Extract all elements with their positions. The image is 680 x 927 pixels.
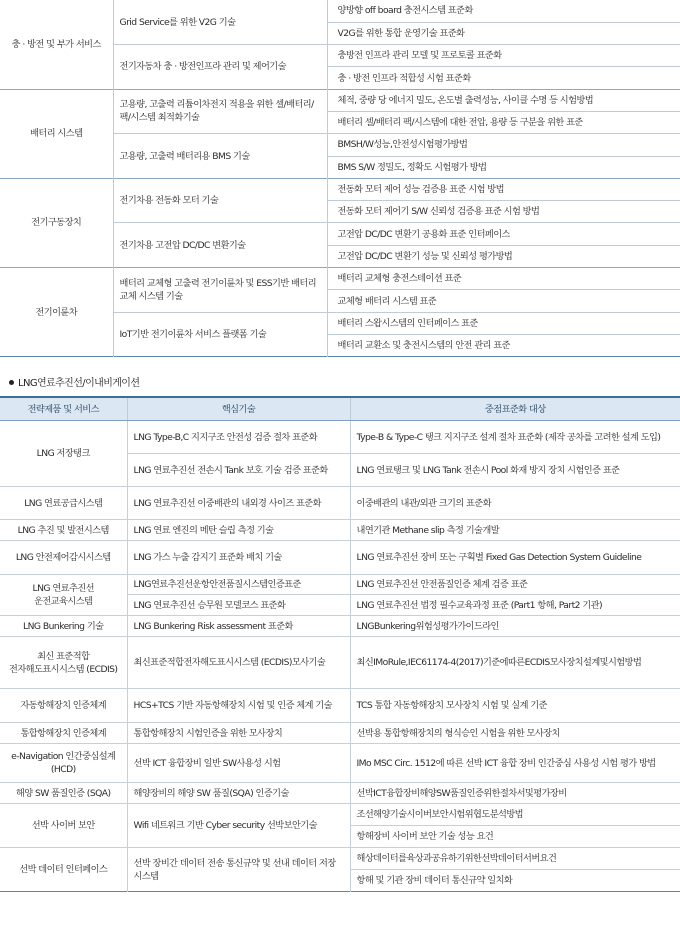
core-tech-cell: 선박 장비간 데이터 전송 통신규약 및 선내 데이터 저장 시스템 bbox=[127, 848, 350, 892]
standard-target-cell: 해상데이터를육상과공유하기위한선박데이터서버요건 bbox=[350, 848, 680, 870]
core-tech-cell: 배터리 교체형 고출력 전기이륜차 및 ESS기반 배터리 교체 시스템 기술 bbox=[113, 268, 327, 313]
standard-target-cell: 전동화 모터 제어기 S/W 신뢰성 검증용 표준 시험 방법 bbox=[327, 201, 680, 223]
standard-target-cell: Type-B & Type-C 탱크 지지구조 설계 절차 표준화 (제작 공차를 고려한 설계 도입) bbox=[356, 431, 661, 443]
core-tech-cell: Grid Service를 위한 V2G 기술 bbox=[113, 0, 327, 45]
core-tech-cell: 해양장비의 해양 SW 품질(SQA) 인증기술 bbox=[127, 783, 350, 804]
standard-target-cell: BMS S/W 정밀도, 정확도 시험평가 방법 bbox=[327, 156, 680, 178]
table-row bbox=[0, 723, 680, 744]
category-cell: 통합항해장치 인증체계 bbox=[0, 723, 127, 744]
core-tech-cell: LNG Type-B,C 지지구조 안전성 검증 절차 표준화 bbox=[127, 421, 350, 454]
core-tech-cell: 통합항해장치 시험인증을 위한 모사장치 bbox=[127, 723, 350, 744]
standard-target-cell: 이중배관의 내관/외관 크기의 표준화 bbox=[350, 487, 680, 520]
core-tech-cell: HCS+TCS 기반 자동항해장치 시험 및 인증 체계 기술 bbox=[127, 689, 350, 723]
standard-target-cell: LNG 연료추진선 법정 필수교육과정 표준 (Part1 항해, Part2 기관) bbox=[350, 595, 680, 616]
table-row bbox=[0, 689, 680, 723]
table-row bbox=[0, 178, 680, 200]
core-tech-cell: 고용량, 고출력 리튬이차전지 적용을 위한 셀/배터리/팩/시스템 최적화기술 bbox=[113, 89, 327, 134]
standard-target-cell: 배터리 교환소 및 충전시스템의 안전 관리 표준 bbox=[327, 334, 680, 356]
core-tech-cell: IoT기반 전기이륜차 서비스 플랫폼 기술 bbox=[113, 312, 327, 357]
table-row bbox=[0, 89, 680, 111]
core-tech-cell: 최신표준적합전자해도표시시스템 (ECDIS)모사기술 bbox=[127, 637, 350, 689]
table-row bbox=[0, 848, 680, 870]
category-cell: 전기구동장치 bbox=[0, 178, 113, 267]
category-cell: e-Navigation 인간중심설계(HCD) bbox=[0, 744, 127, 783]
core-tech-cell: 전기차용 전동화 모터 기술 bbox=[113, 178, 327, 223]
standard-target-cell: 항해 및 기관 장비 데이터 통신규약 일치화 bbox=[350, 870, 680, 892]
table-row bbox=[0, 520, 680, 541]
category-cell: LNG 연료추진선 운전교육시스템 bbox=[0, 575, 127, 616]
standard-target-cell: 선박용 통합항해장치의 형식승인 시험을 위한 모사장치 bbox=[350, 723, 680, 744]
table-row bbox=[0, 575, 680, 595]
standard-target-cell: TCS 통합 자동항해장치 모사장치 시험 및 실계 기준 bbox=[350, 689, 680, 723]
table-row bbox=[0, 421, 680, 454]
category-cell: LNG Bunkering 기술 bbox=[0, 616, 127, 637]
standard-target-cell: LNGBunkering위험성평가가이드라인 bbox=[350, 616, 680, 637]
category-cell: 선박 사이버 보안 bbox=[0, 804, 127, 848]
standard-target-cell: 고전압 DC/DC 변환기 성능 및 신뢰성 평가방법 bbox=[327, 245, 680, 267]
table-row bbox=[0, 637, 680, 689]
standard-target-cell: LNG 연료추진선 안전품질인증 체계 검증 표준 bbox=[350, 575, 680, 595]
core-tech-cell: LNG 가스 누출 감지기 표준화 배치 기술 bbox=[127, 541, 350, 575]
core-tech-cell: LNG Bunkering Risk assessment 표준화 bbox=[127, 616, 350, 637]
standard-target-cell: 항해장비 사이버 보안 기술 성능 요건 bbox=[350, 826, 680, 848]
core-tech-cell: 선박 ICT 융합장비 일반 SW사용성 시험 bbox=[127, 744, 350, 783]
standard-target-cell: 선박ICT융합장비해양SW품질인증위한절차서및평가장비 bbox=[350, 783, 680, 804]
standard-target-cell: 조선해양기술시이버보안시험위협도분석방법 bbox=[350, 804, 680, 826]
core-tech-cell: LNG 연료추진선 이중배관의 내외경 사이즈 표준화 bbox=[127, 487, 350, 520]
category-cell: 배터리 시스템 bbox=[0, 89, 113, 178]
standard-target-cell: 배터리 교체형 충전스테이션 표준 bbox=[327, 268, 680, 290]
column-header: 중점표준화 대상 bbox=[350, 397, 680, 421]
standard-target-cell: V2G를 위한 통합 운영기술 표준화 bbox=[327, 22, 680, 44]
standard-target-cell: 충 · 방전 인프라 적합성 시험 표준화 bbox=[327, 67, 680, 89]
category-cell: LNG 저장탱크 bbox=[0, 421, 127, 487]
core-tech-cell: LNG 연료추진선 전손시 Tank 보호 기술 검증 표준화 bbox=[127, 454, 350, 487]
table-row bbox=[0, 487, 680, 520]
section-title-text: LNG연료추진선/이내비게이션 bbox=[18, 378, 140, 389]
core-tech-cell: LNG연료추진선운항안전품질시스템인증표준 bbox=[127, 575, 350, 595]
standard-target-cell: 교체형 배터리 시스템 표준 bbox=[327, 290, 680, 312]
standard-target-cell: 최신IMoRule,IEC61174-4(2017)기준에따른ECDIS모사장치설계및시험방법 bbox=[350, 637, 680, 689]
standard-target-cell: 배터리 셀/배터리 팩/시스템에 대한 전압, 용량 등 구분을 위한 표준 bbox=[327, 111, 680, 133]
lng-standards-table bbox=[0, 396, 680, 892]
standard-target-cell: BMSH/W성능,안전성시험평가방법 bbox=[327, 134, 680, 156]
bullet-icon bbox=[9, 380, 14, 385]
standard-target-cell: 고전압 DC/DC 변환기 공용화 표준 인터페이스 bbox=[327, 223, 680, 245]
table-row bbox=[0, 541, 680, 575]
standard-target-cell: 양방향 off board 충전시스템 표준화 bbox=[337, 5, 473, 17]
standard-target-cell: IMo MSC Circ. 1512에 따른 선박 ICT 융합 장비 인간중심 사용성 시험 평가 방법 bbox=[350, 744, 680, 783]
category-cell: LNG 연료공급시스템 bbox=[0, 487, 127, 520]
column-header: 전략제품 및 서비스 bbox=[0, 397, 127, 421]
category-cell: 충 · 방전 및 부가 서비스 bbox=[0, 0, 113, 89]
standard-target-cell: 체적, 중량 당 에너지 밀도, 온도별 출력성능, 사이클 수명 등 시험방법 bbox=[327, 89, 680, 111]
standard-target-cell: 충방전 인프라 관리 모델 및 프로토콜 표준화 bbox=[327, 45, 680, 67]
standard-target-cell: 전동화 모터 제어 성능 검증용 표준 시험 방법 bbox=[327, 178, 680, 200]
standard-target-cell: 내연기관 Methane slip 측정 기술개발 bbox=[350, 520, 680, 541]
core-tech-cell: 전기자동차 충 · 방전인프라 관리 및 제어기술 bbox=[113, 45, 327, 90]
category-cell: LNG 안전제어감시시스템 bbox=[0, 541, 127, 575]
column-header: 핵심기술 bbox=[127, 397, 350, 421]
standard-target-cell: LNG 연료추진선 장비 또는 구획별 Fixed Gas Detection System Guideline bbox=[350, 541, 680, 575]
ev-standards-table bbox=[0, 0, 680, 357]
core-tech-cell: LNG 연료추진선 승무원 모델코스 표준화 bbox=[127, 595, 350, 616]
section-title bbox=[9, 374, 139, 389]
category-cell: 해양 SW 품질인증 (SQA) bbox=[0, 783, 127, 804]
table-row bbox=[0, 616, 680, 637]
table-row bbox=[0, 268, 680, 290]
table-row bbox=[0, 804, 680, 826]
table-row bbox=[0, 0, 680, 22]
standard-target-cell: 배터리 스왑시스템의 인터페이스 표준 bbox=[327, 312, 680, 334]
standard-target-cell: LNG 연료탱크 및 LNG Tank 전손시 Pool 화재 방지 장치 시험인증 표준 bbox=[350, 454, 680, 487]
category-cell: 자동항해장치 인증체계 bbox=[0, 689, 127, 723]
core-tech-cell: Wifi 네트워크 기반 Cyber security 선박보안기술 bbox=[127, 804, 350, 848]
table-header-row bbox=[0, 397, 680, 421]
core-tech-cell: LNG 연료 엔진의 메탄 슬립 측정 기술 bbox=[127, 520, 350, 541]
table-row bbox=[0, 783, 680, 804]
category-cell: 선박 데이터 인터페이스 bbox=[0, 848, 127, 892]
core-tech-cell: 고용량, 고출력 배터리용 BMS 기술 bbox=[113, 134, 327, 179]
category-cell: 전기이륜차 bbox=[0, 268, 113, 357]
table-row bbox=[0, 744, 680, 783]
core-tech-cell: 전기차용 고전압 DC/DC 변환기술 bbox=[113, 223, 327, 268]
category-cell: LNG 추진 및 발전시스템 bbox=[0, 520, 127, 541]
category-cell: 최신 표준적합 전자해도표시시스템 (ECDIS) bbox=[0, 637, 127, 689]
